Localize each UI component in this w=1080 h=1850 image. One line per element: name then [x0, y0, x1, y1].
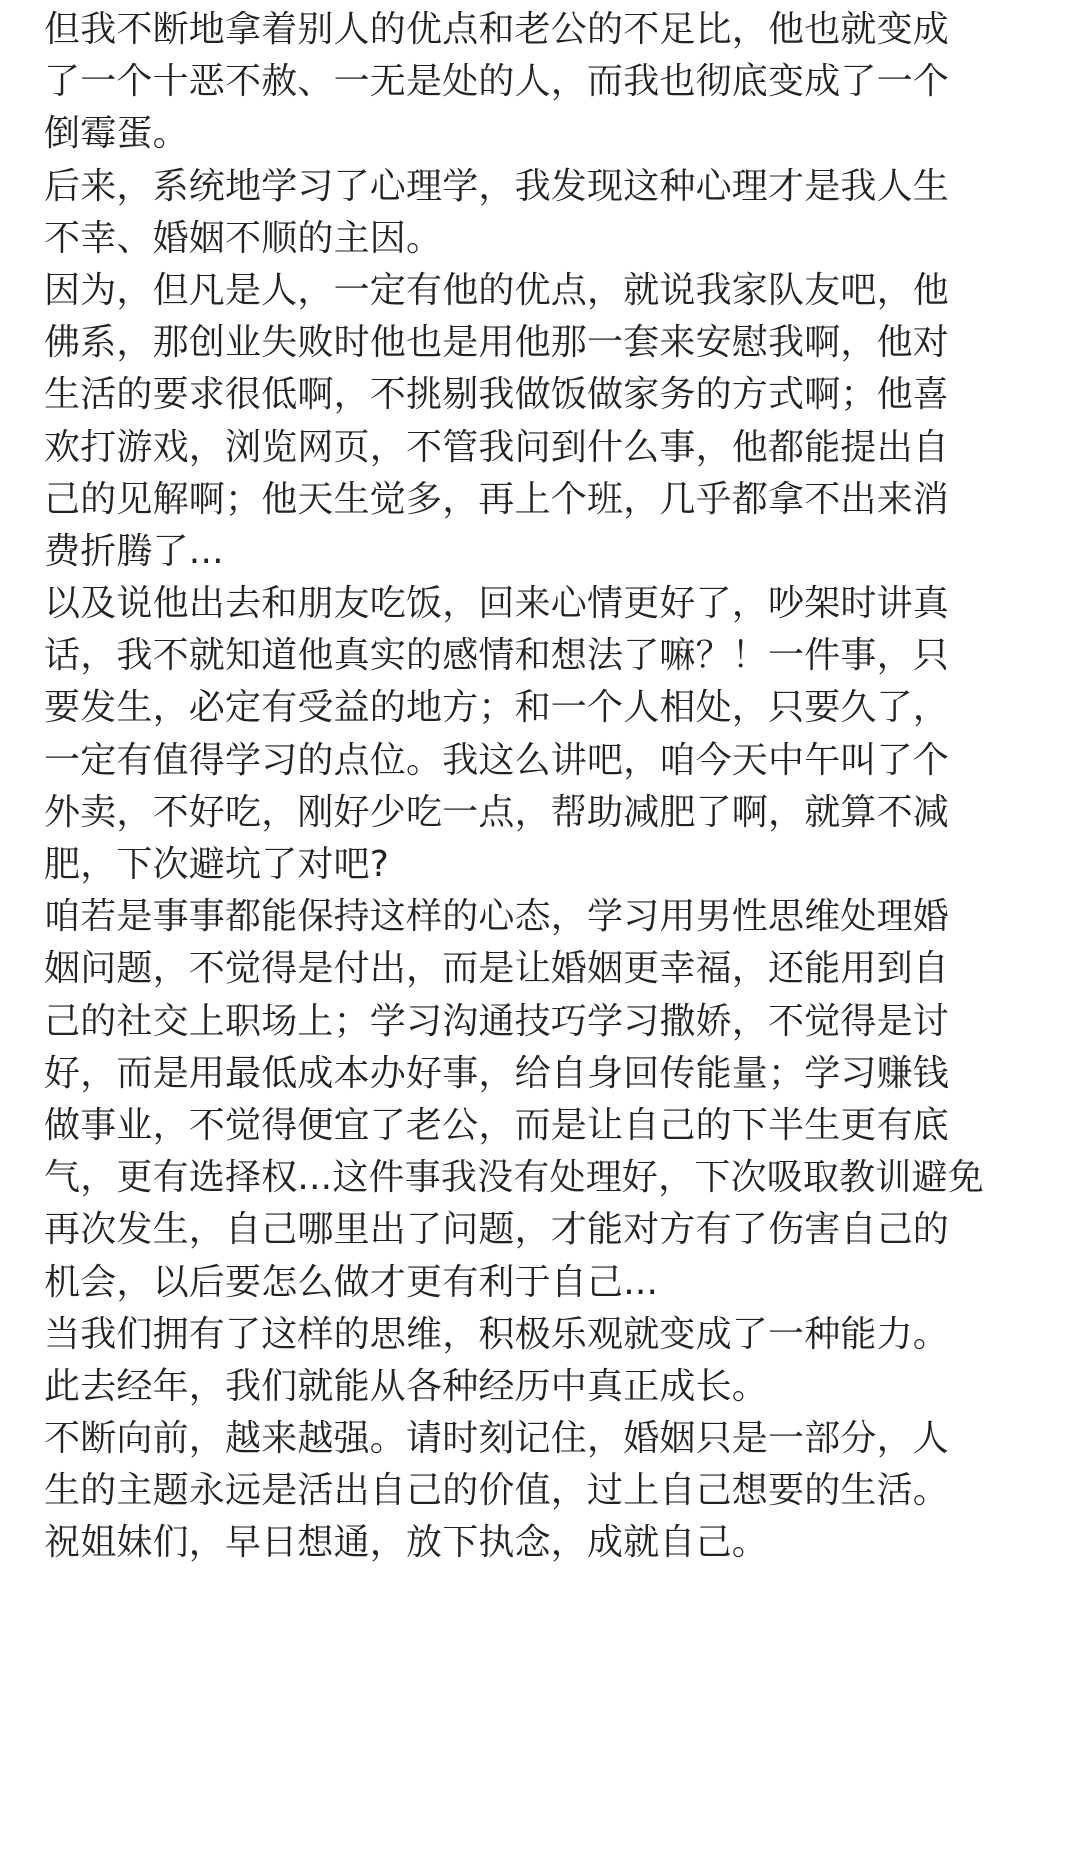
text-line: 姻问题，不觉得是付出，而是让婚姻更幸福，还能用到自 — [44, 948, 950, 990]
text-line: 以及说他出去和朋友吃饭，回来心情更好了，吵架时讲真 — [44, 583, 950, 625]
text-line: 倒霉蛋。 — [44, 113, 189, 155]
text-line: 己的见解啊；他天生觉多，再上个班，几乎都拿不出来消 — [44, 478, 950, 520]
text-line: 生的主题永远是活出自己的价值，过上自己想要的生活。 — [44, 1470, 950, 1512]
text-line: 佛系，那创业失败时他也是用他那一套来安慰我啊，他对 — [44, 322, 950, 364]
text-line: 当我们拥有了这样的思维，积极乐观就变成了一种能力。 — [44, 1313, 950, 1355]
text-line: 不断向前，越来越强。请时刻记住，婚姻只是一部分，人 — [44, 1418, 950, 1460]
text-line: 生活的要求很低啊，不挑剔我做饭做家务的方式啊；他喜 — [44, 374, 950, 416]
paragraph — [44, 578, 1036, 891]
text-line: 祝姐妹们，早日想通，放下执念，成就自己。 — [44, 1522, 769, 1564]
text-line: 费折腾了... — [44, 530, 224, 572]
paragraph — [44, 265, 1036, 578]
text-line: 要发生，必定有受益的地方；和一个人相处，只要久了， — [44, 687, 950, 729]
paragraph — [44, 891, 1036, 1309]
text-line: 做事业，不觉得便宜了老公，而是让自己的下半生更有底 — [44, 1104, 950, 1146]
text-line: 外卖，不好吃，刚好少吃一点，帮助减肥了啊，就算不减 — [44, 791, 950, 833]
text-line: 此去经年，我们就能从各种经历中真正成长。 — [44, 1365, 769, 1407]
paragraph — [44, 161, 1036, 265]
text-line: 后来，系统地学习了心理学，我发现这种心理才是我人生 — [44, 165, 950, 207]
paragraph — [44, 1413, 1036, 1570]
text-line: 好，而是用最低成本办好事，给自身回传能量；学习赚钱 — [44, 1052, 950, 1094]
text-line: 因为，但凡是人，一定有他的优点，就说我家队友吧，他 — [44, 269, 950, 311]
text-line: 机会，以后要怎么做才更有利于自己... — [44, 1261, 659, 1303]
text-line: 一定有值得学习的点位。我这么讲吧，咱今天中午叫了个 — [44, 739, 950, 781]
text-line: 气，更有选择权...这件事我没有处理好，下次吸取教训避免 — [44, 1157, 984, 1199]
text-line: 话，我不就知道他真实的感情和想法了嘛？！一件事，只 — [44, 635, 950, 677]
text-line: 己的社交上职场上；学习沟通技巧学习撒娇，不觉得是讨 — [44, 1000, 950, 1042]
paragraph — [44, 1309, 1036, 1413]
text-line: 但我不断地拿着别人的优点和老公的不足比，他也就变成 — [44, 9, 950, 50]
text-line: 了一个十恶不赦、一无是处的人，而我也彻底变成了一个 — [44, 61, 950, 103]
text-line: 欢打游戏，浏览网页，不管我问到什么事，他都能提出自 — [44, 426, 950, 468]
text-line: 再次发生，自己哪里出了问题，才能对方有了伤害自己的 — [44, 1209, 950, 1251]
paragraph — [44, 4, 1036, 161]
text-line: 咱若是事事都能保持这样的心态，学习用男性思维处理婚 — [44, 896, 950, 938]
text-line: 肥，下次避坑了对吧? — [44, 844, 390, 885]
text-line: 不幸、婚姻不顺的主因。 — [44, 217, 443, 259]
